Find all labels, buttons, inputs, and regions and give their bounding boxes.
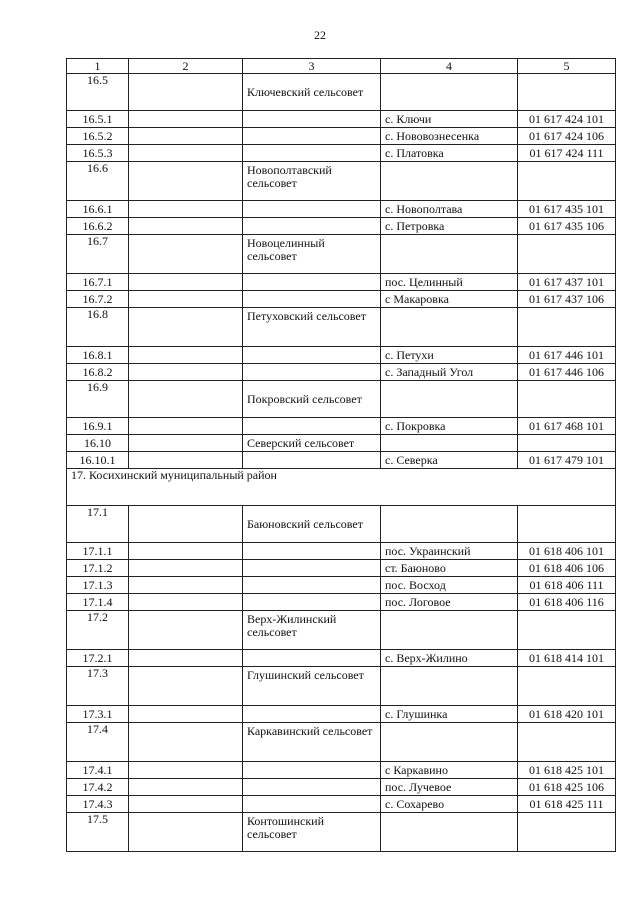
empty-cell [381,74,518,111]
empty-cell [518,611,616,650]
empty-cell [129,291,243,308]
empty-cell [129,418,243,435]
oktmo-code: 01 617 446 101 [518,347,616,364]
empty-cell [129,274,243,291]
council-name: Северский сельсовет [243,435,381,452]
empty-cell [129,235,243,274]
empty-cell [129,145,243,162]
locality-name: с. Сохарево [381,796,518,813]
row-number: 17.1 [67,506,129,543]
row-number: 16.9 [67,381,129,418]
page-number: 22 [314,28,326,42]
empty-cell [381,723,518,762]
row-number: 17.2 [67,611,129,650]
oktmo-code: 01 618 425 101 [518,762,616,779]
row-number: 16.7 [67,235,129,274]
locality-name: с. Новополтава [381,201,518,218]
empty-cell [381,308,518,347]
settlement-row [67,706,616,723]
settlement-row [67,218,616,235]
council-name: Баюновский сельсовет [243,506,381,543]
empty-cell [129,381,243,418]
settlement-row [67,128,616,145]
locality-name: с. Нововознесенка [381,128,518,145]
empty-cell [243,796,381,813]
locality-name: пос. Целинный [381,274,518,291]
row-number: 17.2.1 [67,650,129,667]
empty-cell [243,347,381,364]
empty-cell [243,452,381,469]
empty-cell [243,543,381,560]
empty-cell [129,162,243,201]
row-number: 16.5.3 [67,145,129,162]
row-number: 16.8.1 [67,347,129,364]
empty-cell [381,162,518,201]
settlement-row [67,291,616,308]
council-row [67,813,616,852]
empty-cell [518,667,616,706]
empty-cell [129,706,243,723]
row-number: 16.6.1 [67,201,129,218]
settlement-row [67,364,616,381]
locality-name: с. Северка [381,452,518,469]
row-number: 17.5 [67,813,129,852]
empty-cell [243,128,381,145]
empty-cell [129,762,243,779]
empty-cell [129,577,243,594]
settlement-row [67,274,616,291]
empty-cell [518,813,616,852]
locality-name: с. Платовка [381,145,518,162]
council-row [67,611,616,650]
empty-cell [518,381,616,418]
council-name: Покровский сельсовет [243,381,381,418]
locality-name: с. Петровка [381,218,518,235]
empty-cell [381,611,518,650]
oktmo-code: 01 617 424 101 [518,111,616,128]
empty-cell [129,560,243,577]
empty-cell [243,291,381,308]
row-number: 16.5.2 [67,128,129,145]
council-name: Глушинский сельсовет [243,667,381,706]
row-number: 17.4.2 [67,779,129,796]
empty-cell [129,128,243,145]
locality-name: с. Западный Угол [381,364,518,381]
oktmo-code: 01 617 435 106 [518,218,616,235]
oktmo-code: 01 617 424 106 [518,128,616,145]
empty-cell [129,543,243,560]
empty-cell [243,201,381,218]
settlement-row [67,796,616,813]
empty-cell [381,435,518,452]
row-number: 16.6.2 [67,218,129,235]
oktmo-code: 01 617 435 101 [518,201,616,218]
council-name: Новоцелинный сельсовет [243,235,381,274]
row-number: 17.4 [67,723,129,762]
settlement-row [67,201,616,218]
row-number: 17.1.3 [67,577,129,594]
district-row [67,469,616,506]
row-number: 17.4.3 [67,796,129,813]
empty-cell [518,308,616,347]
empty-cell [129,364,243,381]
oktmo-code: 01 618 414 101 [518,650,616,667]
row-number: 16.7.2 [67,291,129,308]
row-number: 16.9.1 [67,418,129,435]
oktmo-code: 01 617 468 101 [518,418,616,435]
locality-name: с. Петухи [381,347,518,364]
empty-cell [518,235,616,274]
empty-cell [129,779,243,796]
settlement-row [67,594,616,611]
council-row [67,308,616,347]
oktmo-code: 01 618 406 106 [518,560,616,577]
council-row [67,74,616,111]
settlement-row [67,779,616,796]
locality-name: с Каркавино [381,762,518,779]
empty-cell [243,364,381,381]
empty-cell [243,274,381,291]
council-name: Петуховский сельсовет [243,308,381,347]
council-row [67,381,616,418]
district-title: 17. Косихинский муниципальный район [67,469,616,506]
empty-cell [381,506,518,543]
row-number: 16.10.1 [67,452,129,469]
settlement-row [67,560,616,577]
settlement-row [67,418,616,435]
empty-cell [243,218,381,235]
settlement-row [67,145,616,162]
empty-cell [243,762,381,779]
oktmo-code: 01 617 437 106 [518,291,616,308]
empty-cell [243,560,381,577]
empty-cell [129,594,243,611]
locality-name: с. Ключи [381,111,518,128]
empty-cell [243,418,381,435]
locality-name: с. Покровка [381,418,518,435]
empty-cell [129,796,243,813]
settlement-row [67,452,616,469]
oktmo-code: 01 618 420 101 [518,706,616,723]
row-number: 17.3 [67,667,129,706]
empty-cell [129,723,243,762]
settlement-row [67,762,616,779]
council-name: Ключевский сельсовет [243,74,381,111]
empty-cell [129,201,243,218]
settlement-row [67,577,616,594]
council-name: Контошинский сельсовет [243,813,381,852]
empty-cell [243,594,381,611]
empty-cell [381,813,518,852]
oktmo-code: 01 617 424 111 [518,145,616,162]
row-number: 16.5 [67,74,129,111]
oktmo-code: 01 617 479 101 [518,452,616,469]
empty-cell [129,650,243,667]
empty-cell [129,813,243,852]
council-name: Новополтавский сельсовет [243,162,381,201]
locality-name: пос. Украинский [381,543,518,560]
empty-cell [518,435,616,452]
row-number: 16.5.1 [67,111,129,128]
oktmo-code: 01 617 446 106 [518,364,616,381]
column-header-row [67,59,616,74]
oktmo-code: 01 618 406 101 [518,543,616,560]
empty-cell [518,74,616,111]
column-header: 1 [67,59,129,74]
row-number: 16.6 [67,162,129,201]
empty-cell [243,111,381,128]
empty-cell [129,667,243,706]
empty-cell [129,218,243,235]
settlement-row [67,347,616,364]
council-row [67,435,616,452]
empty-cell [129,111,243,128]
row-number: 17.3.1 [67,706,129,723]
column-header: 3 [243,59,381,74]
empty-cell [129,347,243,364]
empty-cell [518,723,616,762]
settlement-row [67,650,616,667]
empty-cell [518,162,616,201]
oktmo-code: 01 618 425 111 [518,796,616,813]
council-row [67,667,616,706]
locality-name: пос. Восход [381,577,518,594]
row-number: 16.8.2 [67,364,129,381]
empty-cell [129,452,243,469]
territory-table [66,58,616,852]
council-row [67,723,616,762]
oktmo-code: 01 618 406 116 [518,594,616,611]
council-name: Верх-Жилинский сельсовет [243,611,381,650]
empty-cell [243,779,381,796]
council-row [67,162,616,201]
council-name: Каркавинский сельсовет [243,723,381,762]
council-row [67,235,616,274]
empty-cell [243,145,381,162]
row-number: 17.4.1 [67,762,129,779]
locality-name: пос. Лучевое [381,779,518,796]
settlement-row [67,543,616,560]
empty-cell [518,506,616,543]
row-number: 17.1.1 [67,543,129,560]
empty-cell [243,650,381,667]
oktmo-code: 01 618 406 111 [518,577,616,594]
empty-cell [129,435,243,452]
locality-name: пос. Логовое [381,594,518,611]
row-number: 16.7.1 [67,274,129,291]
empty-cell [381,381,518,418]
empty-cell [243,706,381,723]
empty-cell [381,235,518,274]
row-number: 17.1.4 [67,594,129,611]
settlement-row [67,111,616,128]
empty-cell [129,611,243,650]
empty-cell [243,577,381,594]
locality-name: с. Глушинка [381,706,518,723]
row-number: 17.1.2 [67,560,129,577]
row-number: 16.10 [67,435,129,452]
column-header: 2 [129,59,243,74]
oktmo-code: 01 617 437 101 [518,274,616,291]
empty-cell [129,506,243,543]
locality-name: с. Верх-Жилино [381,650,518,667]
column-header: 4 [381,59,518,74]
empty-cell [129,308,243,347]
oktmo-code: 01 618 425 106 [518,779,616,796]
empty-cell [129,74,243,111]
council-row [67,506,616,543]
locality-name: ст. Баюново [381,560,518,577]
row-number: 16.8 [67,308,129,347]
empty-cell [381,667,518,706]
locality-name: с Макаровка [381,291,518,308]
column-header: 5 [518,59,616,74]
